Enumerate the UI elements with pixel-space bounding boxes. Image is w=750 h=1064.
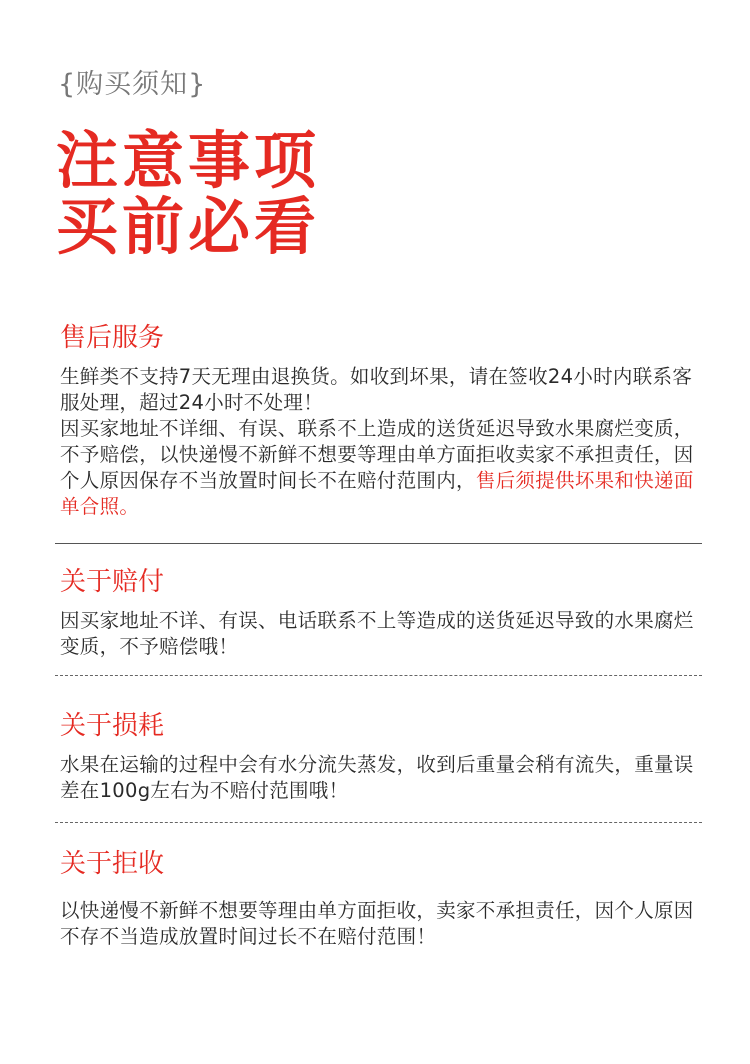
section-loss [60,710,700,804]
section-title: 关于损耗 [60,711,165,741]
divider-dashed [55,822,702,823]
body-paragraph [60,416,700,520]
section-refusal [60,848,700,950]
section-body [60,364,700,520]
section-body [60,608,700,660]
section-title: 关于赔付 [60,567,165,597]
body-paragraph: 水果在运输的过程中会有水分流失蒸发，收到后重量会稍有流失，重量误差在100g左右为不赔付范围哦！ [60,753,694,802]
section-title: 售后服务 [60,323,165,353]
body-paragraph: 生鲜类不支持7天无理由退换货。如收到坏果，请在签收24小时内联系客服处理，超过24小时不处理！ [60,365,693,414]
divider-solid [55,543,702,544]
section-title: 关于拒收 [60,849,165,879]
headline-line-2: 买前必看 [56,190,321,263]
section-body [60,752,700,804]
headline-line-1: 注意事项 [56,124,321,197]
section-after-sales [60,322,700,520]
section-compensation [60,566,700,660]
body-paragraph: 以快递慢不新鲜不想要等理由单方面拒收，卖家不承担责任，因个人原因不存不当造成放置时间过长不在赔付范围！ [60,899,694,948]
section-body [60,898,700,950]
highlight-text: 售后须提供坏果和快递面单合照。 [60,469,694,518]
body-text: 因买家地址不详细、有误、联系不上造成的送货延迟导致水果腐烂变质，不予赔偿，以快递慢不新鲜不想要等理由单方面拒收卖家不承担责任，因个人原因保存不当放置时间长不在赔付范围内， [60,417,694,492]
divider-dashed [55,675,702,676]
notice-kicker: {购买须知} [58,69,207,100]
body-paragraph: 因买家地址不详、有误、电话联系不上等造成的送货延迟导致的水果腐烂变质，不予赔偿哦！ [60,609,694,658]
headline [56,124,321,263]
